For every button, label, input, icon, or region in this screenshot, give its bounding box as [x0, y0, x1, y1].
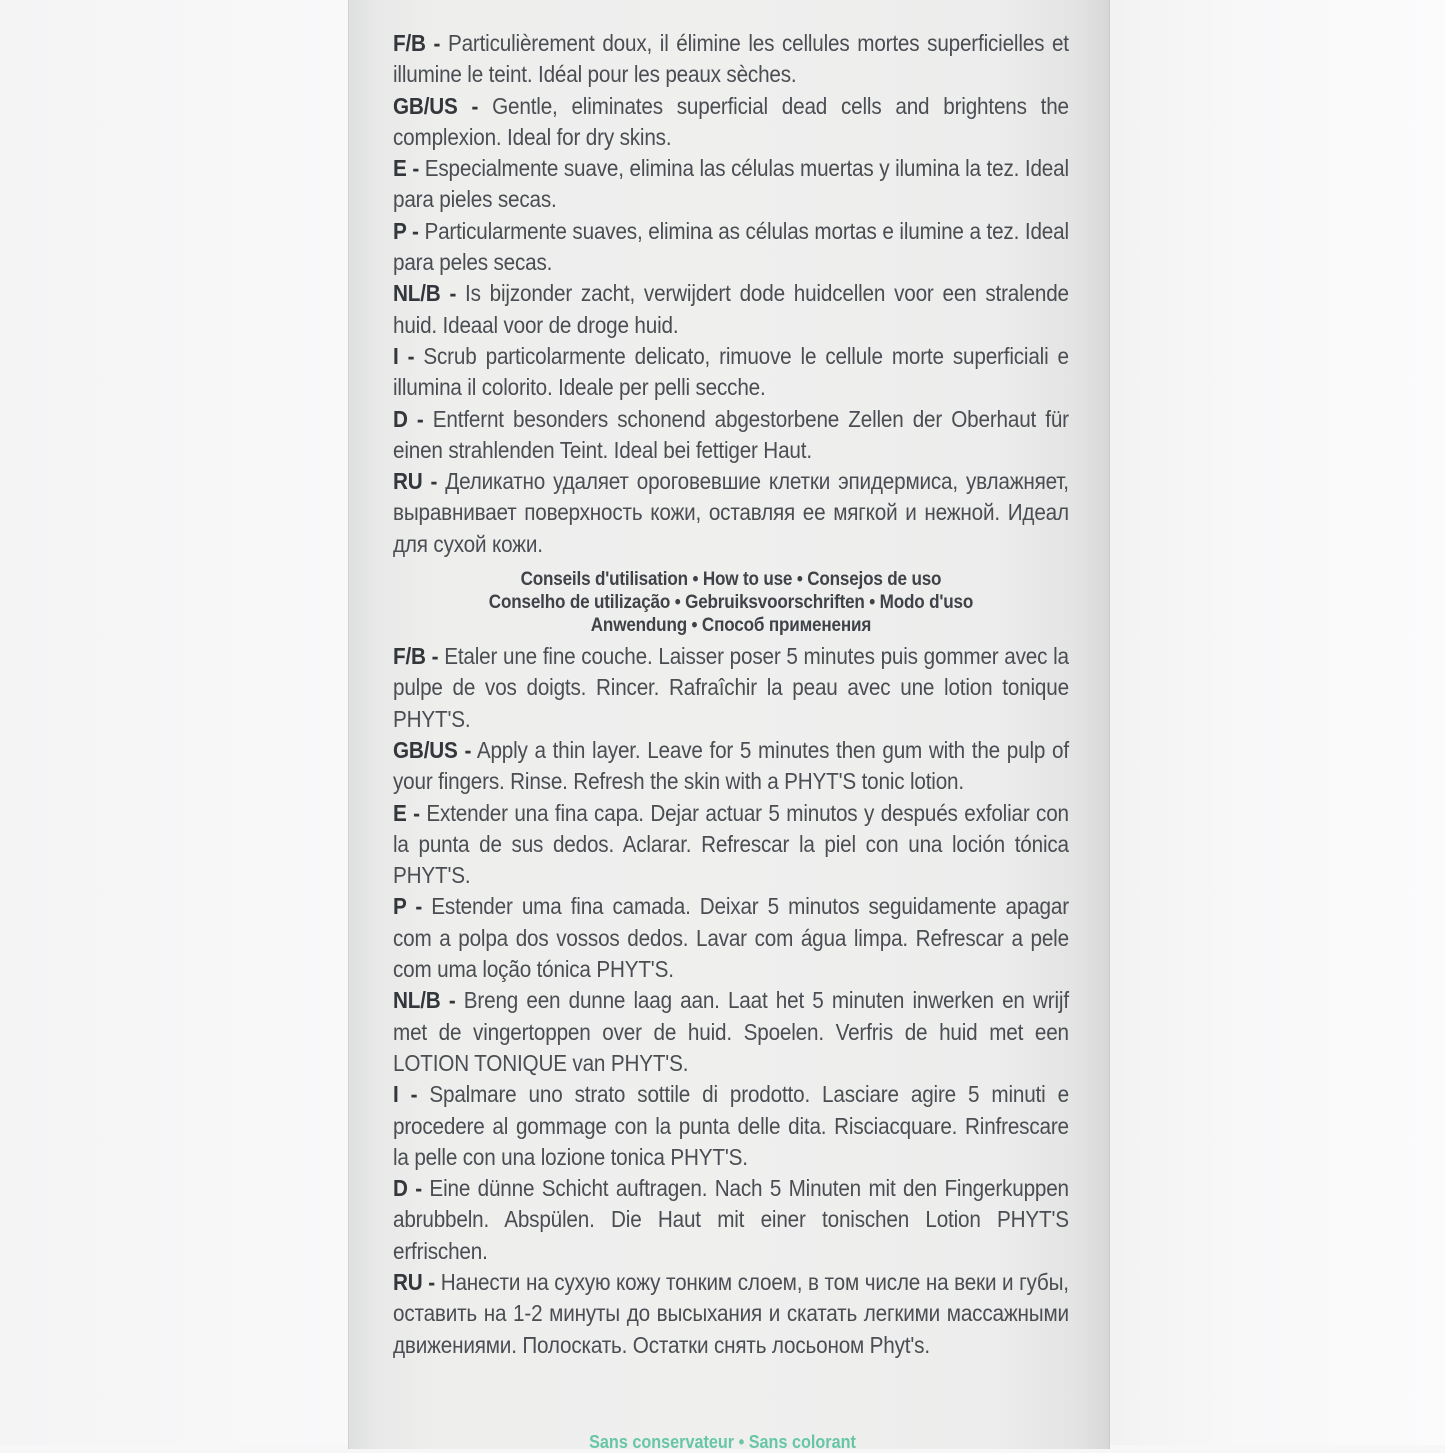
description-paragraph: I - Scrub particolarmente delicato, rimuove le cellule morte superficiali e illumina il colorito. Ideale per pelli secche. [393, 342, 1069, 401]
background-right [1110, 0, 1445, 1445]
usage-paragraph: P - Estender uma fina camada. Deixar 5 minutos seguidamente apagar com a polpa dos vossos dedos. Lavar com água limpa. Refrescar a pele com uma loção tónica PHYT'S. [393, 893, 1069, 983]
description-paragraph: GB/US - Gentle, eliminates superficial dead cells and brightens the complexion. Ideal for dry skins. [393, 92, 1069, 150]
usage-heading-line: Anwendung • Способ применения [590, 615, 872, 637]
usage-paragraph: F/B - Etaler une fine couche. Laisser poser 5 minutes puis gommer avec la pulpe de vos doigts. Rincer. Rafraîchir la peau avec une lotion tonique PHYT'S. [393, 643, 1069, 732]
description-paragraph: D - Entfernt besonders schonend abgestorbene Zellen der Oberhaut für einen strahlenden Teint. Ideal bei fettiger Haut. [393, 405, 1069, 463]
product-label-text [393, 28, 1069, 1361]
footer-claims-partial: Sans conservateur • Sans colorant [589, 1432, 856, 1452]
usage-section [393, 641, 1069, 1361]
description-paragraph: P - Particularmente suaves, elimina as células mortas e ilumine a tez. Ideal para peles secas. [393, 217, 1069, 276]
description-paragraph: NL/B - Is bijzonder zacht, verwijdert dode huidcellen voor een stralende huid. Ideaal voor de droge huid. [393, 280, 1069, 338]
usage-paragraph: I - Spalmare uno strato sottile di prodotto. Lasciare agire 5 minuti e procedere al gommage con la punta delle dita. Risciacquare. Rinfrescare la pelle con una lozione tonica PHYT'S. [393, 1081, 1069, 1170]
usage-heading-line: Conseils d'utilisation • How to use • Consejos de uso [520, 569, 942, 591]
usage-paragraph: GB/US - Apply a thin layer. Leave for 5 minutes then gum with the pulp of your fingers. Rinse. Refresh the skin with a PHYT'S tonic lotion. [393, 736, 1069, 795]
description-section [393, 28, 1069, 560]
description-paragraph: RU - Деликатно удаляет ороговевшие клетки эпидермиса, увлажняет, выравнивает поверхность кожи, оставляя ее мягкой и нежной. Идеал для сухой кожи. [393, 468, 1069, 557]
usage-paragraph: NL/B - Breng een dunne laag aan. Laat het 5 minuten inwerken en wrijf met de vingertoppen over de huid. Spoelen. Verfris de huid met een LOTION TONIQUE van PHYT'S. [393, 987, 1069, 1076]
description-paragraph: E - Especialmente suave, elimina las células muertas y ilumina la tez. Ideal para pieles secas. [393, 155, 1069, 213]
usage-paragraph: D - Eine dünne Schicht auftragen. Nach 5 Minuten mit den Fingerkuppen abrubbeln. Abspülen. Die Haut mit einer tonischen Lotion PHYT'S erfrischen. [393, 1175, 1069, 1264]
usage-heading-line: Conselho de utilização • Gebruiksvoorschriften • Modo d'uso [488, 592, 974, 614]
usage-headings [393, 568, 1069, 637]
background-left [0, 0, 348, 1445]
description-paragraph: F/B - Particulièrement doux, il élimine les cellules mortes superficielles et illumine le teint. Idéal pour les peaux sèches. [393, 30, 1069, 88]
usage-paragraph: E - Extender una fina capa. Dejar actuar 5 minutos y después exfoliar con la punta de sus dedos. Aclarar. Refrescar la piel con una loción tónica PHYT'S. [393, 799, 1069, 889]
usage-paragraph: RU - Нанести на сухую кожу тонким слоем, в том числе на веки и губы, оставить на 1-2 минуты до высыхания и скатать легкими массажными движениями. Полоскать. Остатки снять лосьоном Phyt's. [393, 1268, 1069, 1358]
